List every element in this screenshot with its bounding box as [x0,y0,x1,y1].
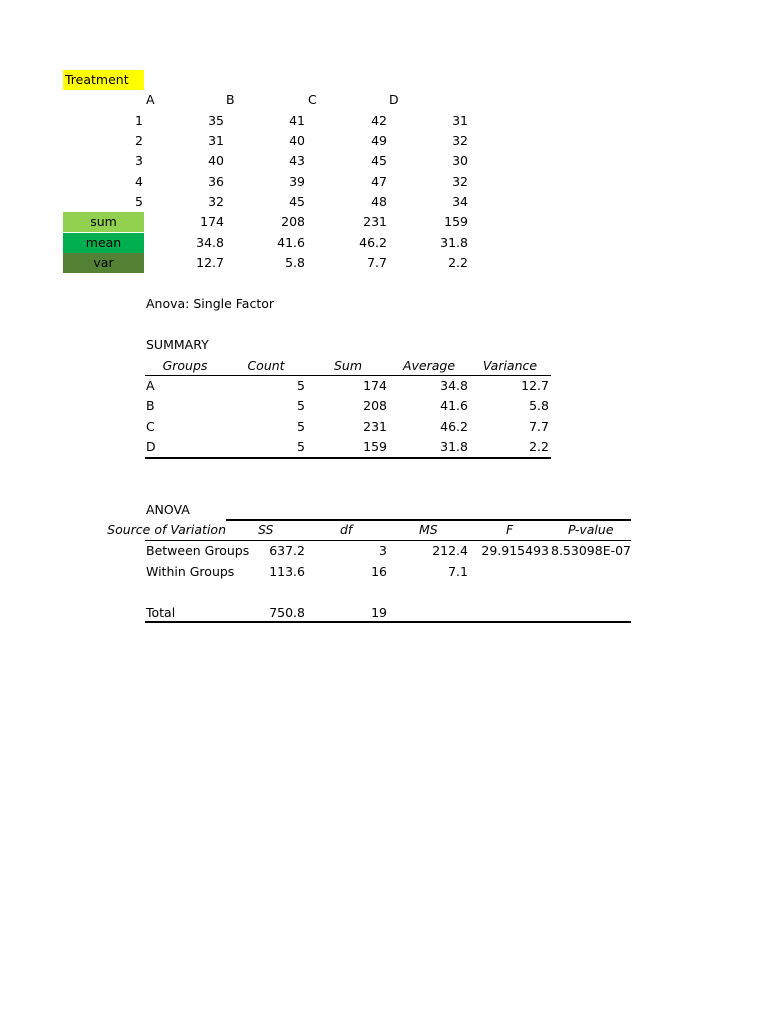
cell: 48 [371,194,387,209]
cell: 31.8 [440,439,468,454]
cell: 41 [289,113,305,128]
cell: 45 [289,194,305,209]
anova-header-source: Source of Variation [107,522,226,537]
row-label: 2 [135,133,143,148]
cell: 7.7 [529,419,549,434]
cell: C [146,419,155,434]
summary-header-sum: Sum [333,358,363,373]
row-label: 4 [135,174,143,189]
cell: A [146,378,155,393]
cell: 36 [208,174,224,189]
cell: 8.53098E-07 [551,543,632,558]
summary-bottom-rule [145,457,551,459]
cell: 5 [297,439,305,454]
row-label: 5 [135,194,143,209]
cell: D [146,439,156,454]
cell: 40 [289,133,305,148]
cell: 212.4 [432,543,468,558]
cell: 159 [444,214,468,229]
cell: 39 [289,174,305,189]
cell: 750.8 [269,605,305,620]
summary-header-average: Average [402,358,456,373]
cell: 31 [208,133,224,148]
cell: 34 [452,194,468,209]
cell: 5.8 [285,255,305,270]
summary-header-count: Count [247,358,285,373]
cell: 29.915493 [481,543,549,558]
cell: 174 [363,378,387,393]
cell: B [146,398,155,413]
cell: 208 [363,398,387,413]
cell: 5.8 [529,398,549,413]
summary-header-variance: Variance [482,358,538,373]
cell: 231 [363,214,387,229]
cell: 7.7 [367,255,387,270]
cell: Within Groups [146,564,235,579]
cell: 637.2 [269,543,305,558]
row-label: 1 [135,113,143,128]
cell: 34.8 [196,235,224,250]
cell: 5 [297,398,305,413]
cell: 31 [452,113,468,128]
cell: 49 [371,133,387,148]
anova-header-f: F [506,522,514,537]
cell: 32 [208,194,224,209]
col-header-d: D [389,92,399,107]
cell: 7.1 [448,564,468,579]
stat-label-sum: sum [63,212,144,232]
cell: 41.6 [440,398,468,413]
anova-bottom-rule [145,621,631,623]
cell: 42 [371,113,387,128]
cell: 2.2 [448,255,468,270]
cell: 113.6 [269,564,305,579]
stat-label-mean: mean [63,233,144,253]
cell: 12.7 [196,255,224,270]
cell: Between Groups [146,543,250,558]
cell: 41.6 [277,235,305,250]
cell: 46.2 [359,235,387,250]
cell: 16 [371,564,387,579]
cell: 46.2 [440,419,468,434]
stat-label-var: var [63,253,144,273]
col-header-c: C [308,92,317,107]
cell: 35 [208,113,224,128]
summary-title: SUMMARY [146,337,209,352]
treatment-title: Treatment [63,70,144,90]
anova-title: ANOVA [146,502,190,517]
cell: Total [146,605,176,620]
cell: 5 [297,378,305,393]
summary-header-groups: Groups [162,358,208,373]
cell: 5 [297,419,305,434]
col-header-a: A [146,92,155,107]
anova-header-ss: SS [258,522,274,537]
row-label: 3 [135,153,143,168]
cell: 47 [371,174,387,189]
cell: 231 [363,419,387,434]
cell: 174 [200,214,224,229]
cell: 2.2 [529,439,549,454]
cell: 40 [208,153,224,168]
cell: 30 [452,153,468,168]
cell: 31.8 [440,235,468,250]
cell: 34.8 [440,378,468,393]
cell: 12.7 [521,378,549,393]
cell: 208 [281,214,305,229]
col-header-b: B [226,92,235,107]
cell: 32 [452,133,468,148]
anova-header-pvalue: P-value [568,522,614,537]
anova-header-df: df [340,522,353,537]
cell: 45 [371,153,387,168]
cell: 3 [379,543,387,558]
cell: 32 [452,174,468,189]
anova-header-ms: MS [419,522,438,537]
cell: 159 [363,439,387,454]
anova-single-factor-title: Anova: Single Factor [146,296,275,311]
cell: 43 [289,153,305,168]
cell: 19 [371,605,387,620]
